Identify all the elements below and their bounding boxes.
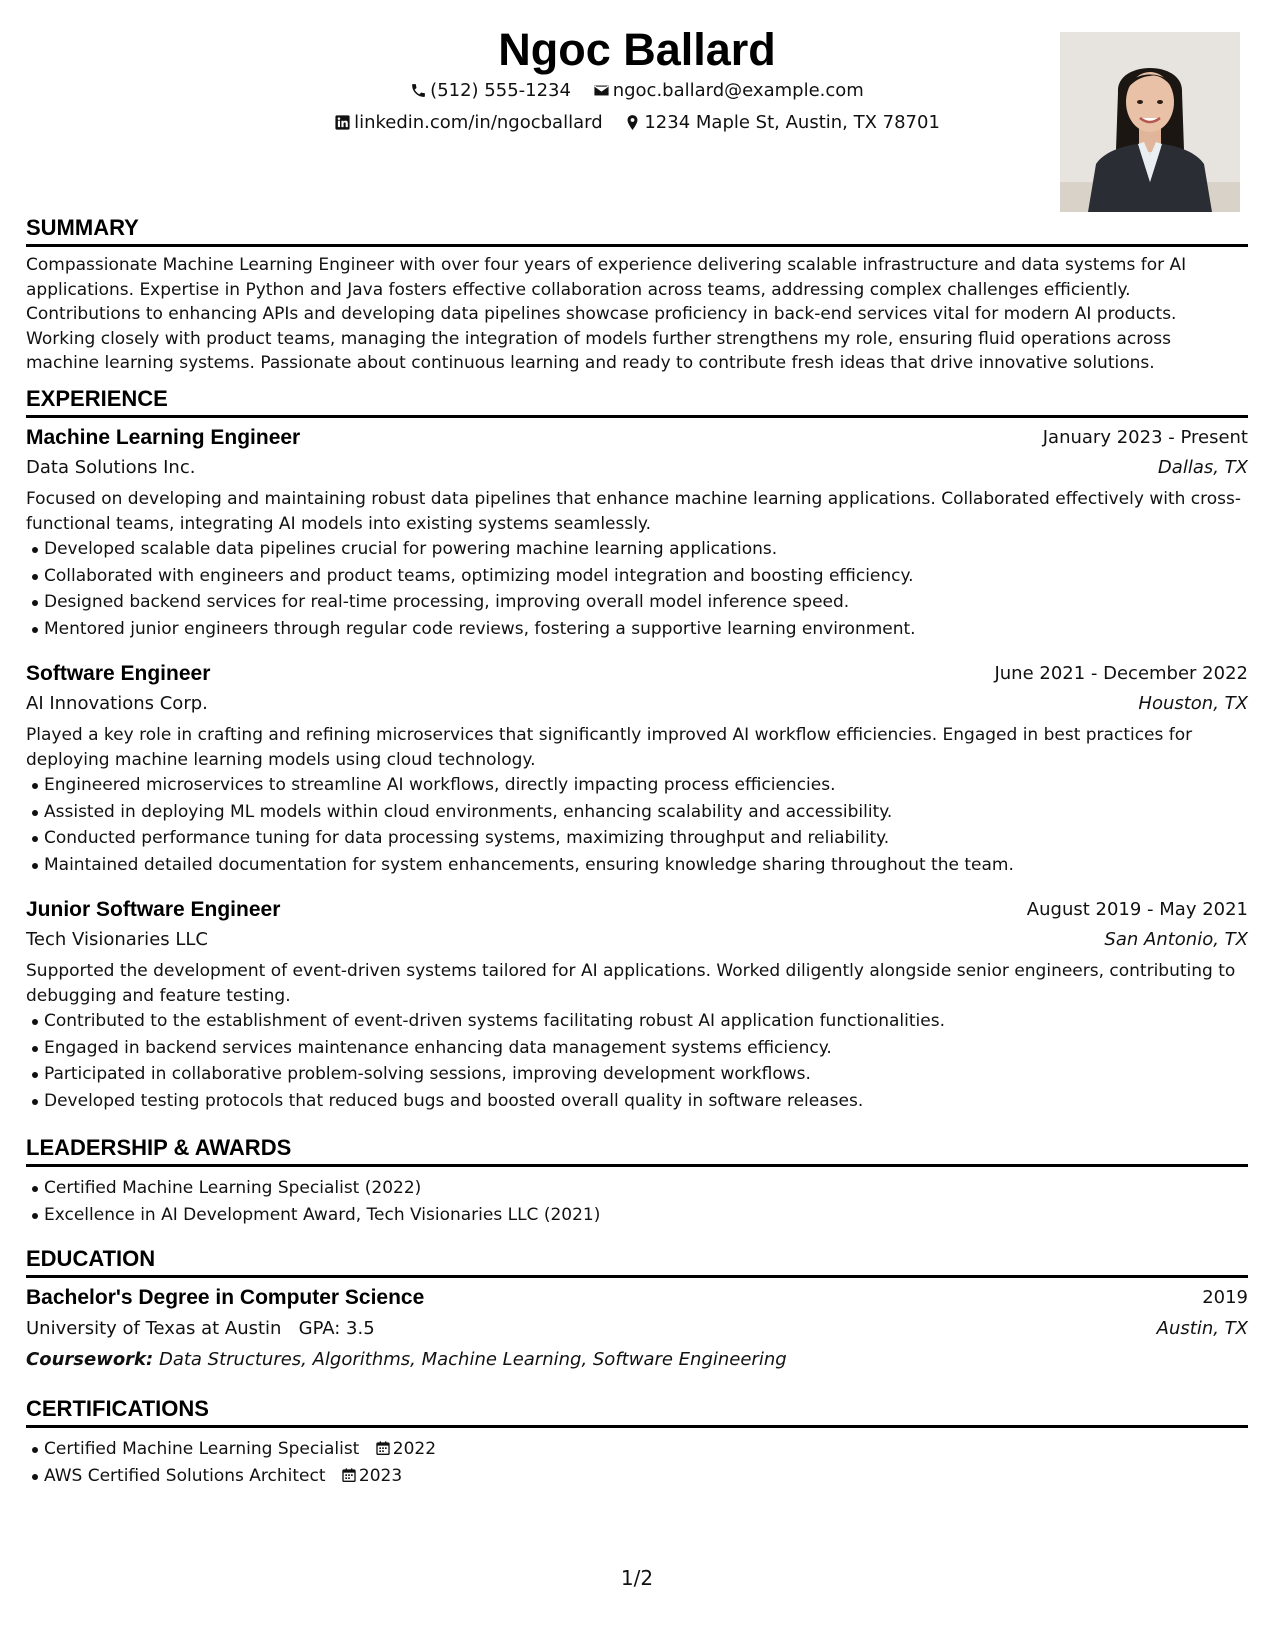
- education-degree: Bachelor's Degree in Computer Science: [26, 1286, 425, 1309]
- contact-phone: [410, 78, 571, 104]
- job-location: Houston, TX: [1138, 693, 1248, 714]
- list-item: Maintained detailed documentation for system enhancements, ensuring knowledge sharing throughout the team.: [44, 852, 1248, 879]
- list-item: Engineered microservices to streamline AI workflows, directly impacting process efficiencies.: [44, 772, 1248, 799]
- contact-address: [624, 110, 940, 136]
- job-dates: August 2019 - May 2021: [1026, 899, 1248, 920]
- list-item: Collaborated with engineers and product teams, optimizing model integration and boosting efficiency.: [44, 563, 1248, 590]
- list-item: Excellence in AI Development Award, Tech Visionaries LLC (2021): [44, 1202, 1248, 1229]
- job-header-row: [26, 896, 1248, 924]
- job-title: Machine Learning Engineer: [26, 426, 301, 449]
- contact-linkedin[interactable]: [334, 110, 603, 136]
- education-location: Austin, TX: [1156, 1318, 1248, 1339]
- list-item: Certified Machine Learning Specialist (2022): [44, 1175, 1248, 1202]
- education-gpa: GPA: 3.5: [298, 1318, 375, 1339]
- certifications-heading: CERTIFICATIONS: [26, 1395, 1248, 1428]
- job-bullets: [26, 772, 1248, 879]
- job-dates: June 2021 - December 2022: [994, 663, 1248, 684]
- leadership-heading: LEADERSHIP & AWARDS: [26, 1134, 1248, 1167]
- list-item: [44, 1463, 1248, 1490]
- linkedin-icon: [334, 114, 351, 131]
- list-item: Contributed to the establishment of event-driven systems facilitating robust AI application functionalities.: [44, 1008, 1248, 1035]
- candidate-name: Ngoc Ballard: [498, 24, 776, 75]
- job-location: Dallas, TX: [1157, 457, 1248, 478]
- experience-heading: EXPERIENCE: [26, 385, 1248, 418]
- education-heading: EDUCATION: [26, 1245, 1248, 1278]
- calendar-icon: [375, 1440, 391, 1456]
- job-location: San Antonio, TX: [1104, 929, 1248, 950]
- linkedin-text: linkedin.com/in/ngocballard: [354, 112, 603, 133]
- education-school-row: [26, 1315, 1248, 1343]
- summary-heading: SUMMARY: [26, 214, 1248, 247]
- profile-photo-illustration: [1060, 32, 1240, 212]
- job-description: Supported the development of event-driven systems tailored for AI applications. Worked diligently alongside senior engineers, contributing to debugging and feature testing.: [26, 961, 1236, 1006]
- job-description: Focused on developing and maintaining robust data pipelines that enhance machine learning applications. Collaborated effectively with cross-functional teams, integrating AI models into existing systems seamlessly.: [26, 489, 1242, 534]
- job-title: Software Engineer: [26, 662, 211, 685]
- resume-header: [26, 22, 1248, 212]
- contact-email[interactable]: [593, 78, 864, 104]
- list-item: Developed testing protocols that reduced bugs and boosted overall quality in software releases.: [44, 1088, 1248, 1115]
- list-item: Engaged in backend services maintenance enhancing data management systems efficiency.: [44, 1035, 1248, 1062]
- certification-name: Certified Machine Learning Specialist: [44, 1439, 360, 1459]
- education-coursework-line: [26, 1346, 787, 1374]
- job-bullets: [26, 536, 1248, 643]
- list-item: Participated in collaborative problem-solving sessions, improving development workflows.: [44, 1061, 1248, 1088]
- profile-photo: [1060, 32, 1240, 212]
- resume-page: [26, 0, 1248, 1650]
- job-title: Junior Software Engineer: [26, 898, 281, 921]
- summary-text: Compassionate Machine Learning Engineer with over four years of experience delivering scalable infrastructure and data systems for AI applications. Expertise in Python and Java fosters effective collaboration across teams, addressing complex challenges efficiently. Contributions to enhancing APIs and developing data pipelines showcase proficiency in back-end services vital for modern AI products. Working closely with product teams, managing the integration of models further strengthens my role, ensuring fluid operations across machine learning systems. Passionate about continuous learning and ready to contribute fresh ideas that drive innovative solutions.: [26, 255, 1187, 373]
- job-bullets: [26, 1008, 1248, 1115]
- map-pin-icon: [624, 114, 641, 131]
- job-company-row: [26, 454, 1248, 482]
- education-coursework-row: [26, 1346, 1248, 1374]
- job-description: Played a key role in crafting and refining microservices that significantly improved AI workflow efficiencies. Engaged in best practices for deploying machine learning models using cloud technology.: [26, 725, 1193, 770]
- address-text: 1234 Maple St, Austin, TX 78701: [644, 112, 940, 133]
- list-item: Assisted in deploying ML models within cloud environments, enhancing scalability and accessibility.: [44, 799, 1248, 826]
- phone-icon: [410, 82, 427, 99]
- certification-year: 2022: [392, 1439, 437, 1459]
- phone-text: (512) 555-1234: [430, 80, 571, 101]
- education-degree-row: [26, 1284, 1248, 1312]
- envelope-icon: [593, 82, 610, 99]
- certification-year: 2023: [358, 1465, 403, 1486]
- education-school: University of Texas at Austin: [26, 1318, 282, 1339]
- leadership-list: [26, 1175, 1248, 1228]
- certification-name: AWS Certified Solutions Architect: [44, 1465, 326, 1486]
- job-dates: January 2023 - Present: [1042, 427, 1248, 448]
- page-number: 1/2: [620, 1566, 654, 1590]
- job-company-row: [26, 926, 1248, 954]
- education-year: 2019: [1202, 1287, 1248, 1308]
- education-school-line: [26, 1315, 375, 1343]
- email-text: ngoc.ballard@example.com: [612, 80, 864, 101]
- list-item: Conducted performance tuning for data processing systems, maximizing throughput and reliability.: [44, 825, 1248, 852]
- certifications-list: [26, 1436, 1248, 1489]
- list-item: Developed scalable data pipelines crucial for powering machine learning applications.: [44, 536, 1248, 563]
- job-header-row: [26, 660, 1248, 688]
- coursework-label: Coursework:: [26, 1349, 154, 1370]
- list-item: Mentored junior engineers through regular code reviews, fostering a supportive learning environment.: [44, 616, 1248, 643]
- job-company: Tech Visionaries LLC: [26, 929, 208, 950]
- job-company-row: [26, 690, 1248, 718]
- calendar-icon: [341, 1467, 357, 1483]
- coursework-text: Data Structures, Algorithms, Machine Learning, Software Engineering: [158, 1349, 787, 1370]
- job-header-row: [26, 424, 1248, 452]
- job-company: AI Innovations Corp.: [26, 693, 208, 714]
- list-item: [44, 1436, 1248, 1463]
- job-company: Data Solutions Inc.: [26, 457, 196, 478]
- list-item: Designed backend services for real-time processing, improving overall model inference speed.: [44, 589, 1248, 616]
